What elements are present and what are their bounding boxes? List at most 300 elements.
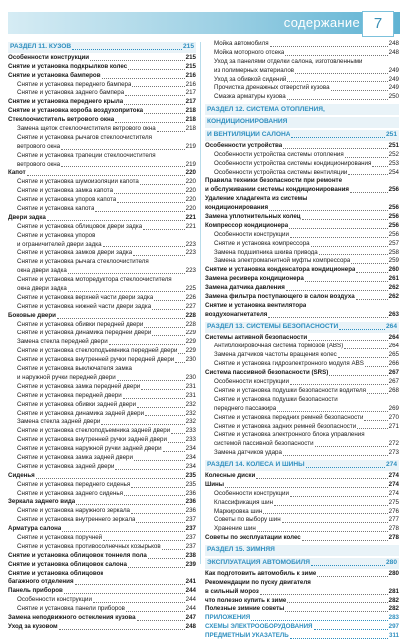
toc-page-number: 260 bbox=[388, 266, 399, 274]
toc-entry-title: Удаление хладагента из системы bbox=[205, 195, 308, 203]
toc-subentry bbox=[205, 431, 399, 440]
toc-page-number: 241 bbox=[185, 578, 196, 586]
toc-subentry bbox=[8, 516, 196, 525]
toc-subentry bbox=[8, 418, 196, 427]
toc-entry-title: Снятие и установка электронного блока управления bbox=[214, 431, 365, 439]
toc-subentry bbox=[8, 249, 196, 258]
toc-entry-title: Снятие и установка замка задней двери bbox=[17, 453, 133, 461]
toc-entry-title: Снятие и установка моторедуктора стеклоочистителя bbox=[17, 276, 172, 284]
toc-page-number: 239 bbox=[185, 560, 196, 568]
dot-leader bbox=[175, 362, 184, 363]
toc-subentry bbox=[205, 58, 399, 67]
toc-entry-title: Снятие и установка облицовок двери задка bbox=[17, 222, 143, 230]
toc-page-number: 256 bbox=[388, 221, 399, 229]
toc-page-number: 233 bbox=[185, 427, 196, 435]
toc-page-number: 230 bbox=[185, 356, 196, 364]
toc-entry bbox=[8, 63, 196, 72]
toc-entry-title: Снятие и установка обивки задней двери bbox=[17, 400, 137, 408]
dot-leader bbox=[134, 460, 185, 461]
dot-leader bbox=[315, 446, 388, 447]
toc-subentry bbox=[205, 508, 399, 517]
toc-entry-title: Снятие и установка наружной ручки задней двери bbox=[17, 445, 162, 453]
toc-subentry bbox=[8, 232, 196, 241]
dot-leader bbox=[277, 411, 387, 412]
toc-page-number: 218 bbox=[185, 125, 196, 132]
toc-subentry bbox=[8, 89, 196, 98]
toc-entry bbox=[205, 534, 399, 543]
toc-page-number: 264 bbox=[388, 333, 399, 341]
toc-entry-title: РАЗДЕЛ 14. КОЛЕСА И ШИНЫ bbox=[207, 461, 305, 469]
toc-entry-title: Снятие и установка конденсатора кондиционера bbox=[205, 266, 356, 274]
dot-leader bbox=[365, 366, 388, 367]
dot-leader bbox=[95, 211, 184, 212]
toc-page-number: 252 bbox=[388, 150, 399, 158]
dot-leader bbox=[103, 540, 185, 541]
toc-entry-title: Снятие и установка верхней части двери задка bbox=[17, 293, 154, 301]
toc-entry-title: Зеркала заднего вида bbox=[8, 498, 76, 506]
dot-leader bbox=[344, 348, 387, 349]
dot-leader bbox=[225, 487, 388, 488]
toc-entry-title: Снятие и установка компрессора bbox=[214, 239, 310, 247]
toc-subentry bbox=[205, 360, 399, 369]
toc-entry bbox=[205, 275, 399, 284]
toc-entry-title: Снятие и установка динамика задней двери bbox=[17, 409, 145, 417]
toc-page-number: 259 bbox=[388, 257, 399, 265]
toc-subentry bbox=[205, 240, 399, 249]
toc-page-number: 221 bbox=[185, 213, 196, 221]
toc-entry-title: Замена щеток стеклоочистителя ветрового окна bbox=[17, 125, 156, 132]
dot-leader bbox=[274, 505, 388, 506]
toc-page-number: 232 bbox=[185, 418, 196, 426]
toc-subentry bbox=[8, 223, 196, 232]
toc-page-number: 219 bbox=[185, 142, 196, 150]
toc-entry-title: Снятие и установка переднего сиденья bbox=[17, 480, 131, 488]
toc-entry bbox=[205, 597, 399, 606]
toc-page-number: 244 bbox=[185, 605, 196, 613]
toc-entry-title: Особенности конструкции bbox=[214, 378, 289, 386]
dot-leader bbox=[302, 219, 388, 220]
toc-subentry bbox=[8, 143, 196, 152]
toc-subentry bbox=[8, 294, 196, 303]
dot-leader bbox=[290, 496, 388, 497]
toc-section-heading bbox=[205, 558, 399, 569]
toc-subentry bbox=[205, 423, 399, 432]
toc-entry bbox=[8, 587, 196, 596]
toc-entry-title: и обслуживании системы кондиционирования bbox=[205, 186, 349, 194]
toc-page-number: 269 bbox=[388, 404, 399, 412]
toc-page-number: 275 bbox=[388, 498, 399, 506]
toc-entry-title: Капот bbox=[8, 169, 26, 177]
toc-page-number: 228 bbox=[185, 311, 196, 319]
toc-subentry bbox=[8, 161, 196, 170]
toc-subentry bbox=[205, 257, 399, 266]
toc-entry bbox=[8, 472, 196, 481]
toc-page-number: 251 bbox=[388, 141, 399, 149]
toc-page-number: 216 bbox=[185, 71, 196, 79]
toc-page-number: 267 bbox=[388, 378, 399, 386]
toc-entry bbox=[8, 214, 196, 223]
dot-leader bbox=[283, 148, 387, 149]
toc-entry-title: Снятие и установка упоров капота bbox=[17, 196, 117, 204]
toc-subentry bbox=[205, 387, 399, 396]
dot-leader bbox=[61, 149, 185, 150]
toc-subentry bbox=[8, 258, 196, 267]
toc-entry-title: КОНДИЦИОНИРОВАНИЯ bbox=[207, 118, 288, 126]
toc-entry bbox=[8, 614, 196, 623]
toc-entry bbox=[8, 498, 196, 507]
dot-leader bbox=[133, 255, 185, 256]
toc-entry-title: Шины bbox=[205, 480, 225, 488]
toc-page-number: 235 bbox=[185, 480, 196, 488]
toc-page-number: 249 bbox=[388, 66, 399, 74]
toc-entry-title: системой пассивной безопасности bbox=[214, 440, 314, 448]
dot-leader bbox=[64, 593, 185, 594]
toc-subentry bbox=[8, 605, 196, 614]
dot-leader bbox=[364, 420, 387, 421]
toc-entry-title: Замена электромагнитной муфты компрессора bbox=[214, 257, 351, 265]
toc-page-number: 236 bbox=[185, 507, 196, 515]
toc-page-number: 217 bbox=[185, 98, 196, 106]
toc-page-number: 264 bbox=[388, 342, 399, 350]
dot-leader bbox=[140, 184, 185, 185]
toc-subentry bbox=[205, 76, 399, 85]
toc-subentry bbox=[8, 267, 196, 276]
dot-leader bbox=[75, 584, 185, 585]
toc-entry-title: ветрового окна bbox=[17, 160, 61, 168]
toc-page-number: 234 bbox=[185, 445, 196, 453]
toc-page-number: 254 bbox=[388, 168, 399, 176]
toc-subentry bbox=[205, 396, 399, 405]
toc-entry-title: Полезные зимние советы bbox=[205, 605, 285, 613]
dot-leader bbox=[137, 620, 185, 621]
toc-page-number: 263 bbox=[388, 310, 399, 318]
toc-subentry bbox=[8, 134, 196, 143]
toc-entry-title: Боковые двери bbox=[8, 311, 56, 319]
toc-page-number: 234 bbox=[185, 453, 196, 461]
toc-page-number: 257 bbox=[388, 239, 399, 247]
dot-leader bbox=[329, 375, 387, 376]
toc-entry-title: Снятие и установка вентилятора bbox=[205, 301, 307, 309]
toc-page-number: 262 bbox=[388, 293, 399, 301]
toc-page-number: 229 bbox=[185, 329, 196, 337]
toc-entry-title: Особенности устройства bbox=[205, 141, 283, 149]
toc-entry-title: Арматура салона bbox=[8, 525, 62, 533]
toc-entry bbox=[8, 623, 196, 632]
dot-leader bbox=[115, 122, 184, 123]
toc-page-number: 270 bbox=[388, 413, 399, 421]
toc-page-number: 223 bbox=[185, 240, 196, 248]
dot-leader bbox=[311, 246, 388, 247]
dot-leader bbox=[348, 174, 387, 175]
dot-leader bbox=[290, 384, 388, 385]
dot-leader bbox=[27, 175, 185, 176]
toc-appendix-entry bbox=[205, 632, 399, 641]
toc-page-number: 220 bbox=[185, 169, 196, 177]
toc-entry-title: Снятие и установка облицовок салона bbox=[8, 560, 127, 568]
toc-entry bbox=[205, 293, 399, 302]
toc-subentry bbox=[8, 454, 196, 463]
toc-page-number: 225 bbox=[185, 285, 196, 293]
toc-subentry bbox=[8, 445, 196, 454]
toc-page-number: 258 bbox=[388, 248, 399, 256]
dot-leader bbox=[270, 46, 388, 47]
toc-page-number: 237 bbox=[185, 516, 196, 524]
toc-subentry bbox=[8, 338, 196, 347]
dot-leader bbox=[59, 629, 185, 630]
toc-page-number: 236 bbox=[185, 489, 196, 497]
toc-page-number: 256 bbox=[388, 230, 399, 238]
toc-entry-title: Снятие и установка гидроэлектронного модуля ABS bbox=[214, 360, 364, 368]
dot-leader bbox=[109, 344, 185, 345]
dot-leader bbox=[144, 113, 185, 114]
dot-leader bbox=[36, 478, 185, 479]
toc-page-number: 248 bbox=[185, 622, 196, 630]
toc-subentry bbox=[205, 449, 399, 458]
dot-leader bbox=[125, 95, 185, 96]
toc-entry-title: Советы по выбору шин bbox=[214, 516, 281, 524]
toc-subentry bbox=[205, 93, 399, 102]
toc-page-number: 228 bbox=[185, 320, 196, 328]
toc-entry-title: РАЗДЕЛ 11. КУЗОВ bbox=[10, 43, 72, 51]
dot-leader bbox=[168, 442, 185, 443]
toc-page-number: 281 bbox=[388, 587, 399, 595]
toc-entry-title: Маркировка шин bbox=[214, 507, 263, 515]
toc-section-heading bbox=[205, 460, 399, 471]
toc-entry bbox=[205, 579, 399, 588]
toc-entry-title: Снятие и установка задней двери bbox=[17, 462, 115, 470]
toc-entry bbox=[205, 204, 399, 213]
toc-page-number: 233 bbox=[185, 436, 196, 444]
toc-page-number: 237 bbox=[185, 542, 196, 550]
toc-column-left bbox=[8, 40, 196, 632]
toc-section-heading bbox=[205, 104, 399, 115]
toc-subentry bbox=[205, 405, 399, 414]
toc-entry-title: Снятие и установка замков двери задка bbox=[17, 249, 133, 257]
dot-leader bbox=[76, 504, 184, 505]
dot-leader bbox=[47, 220, 185, 221]
toc-entry bbox=[205, 266, 399, 275]
dot-leader bbox=[351, 263, 387, 264]
toc-page-number: 235 bbox=[185, 471, 196, 479]
toc-page-number: 297 bbox=[388, 623, 399, 631]
toc-section-heading bbox=[205, 545, 399, 556]
toc-subentry bbox=[8, 401, 196, 410]
dot-leader bbox=[372, 166, 387, 167]
dot-leader bbox=[319, 254, 388, 255]
toc-page-number: 238 bbox=[185, 551, 196, 559]
toc-entry-title: Замена стекла задней двери bbox=[17, 418, 101, 426]
toc-entry-title: Снятие и установка замка капота bbox=[17, 187, 114, 195]
toc-entry-title: Снятие и установка трапеции стеклоочистителя bbox=[17, 151, 156, 159]
dot-leader bbox=[282, 522, 388, 523]
toc-entry-title: Особенности устройства системы вентиляции bbox=[214, 168, 348, 176]
toc-entry bbox=[205, 177, 399, 186]
toc-page-number: 274 bbox=[385, 461, 397, 469]
dot-leader bbox=[61, 166, 185, 167]
dot-leader bbox=[317, 576, 387, 577]
toc-entry-title: Снятие и установка рычагов стеклоочистителя bbox=[17, 133, 152, 141]
toc-entry-title: кондиционирования bbox=[205, 204, 269, 212]
toc-page-number: 282 bbox=[388, 596, 399, 604]
toc-entry-title: Смазка арматуры кузова bbox=[214, 93, 286, 101]
toc-entry-title: Особенности конструкции bbox=[8, 53, 90, 61]
toc-subentry bbox=[8, 507, 196, 516]
toc-subentry bbox=[8, 410, 196, 419]
dot-leader bbox=[257, 531, 388, 532]
toc-page-number: 244 bbox=[185, 587, 196, 595]
toc-page-number: 219 bbox=[185, 160, 196, 168]
toc-entry-title: ПРЕДМЕТНЫЙ УКАЗАТЕЛЬ bbox=[205, 632, 289, 640]
dot-leader bbox=[306, 467, 385, 468]
toc-page-number: 227 bbox=[185, 302, 196, 310]
toc-entry-title: Системы активной безопасности bbox=[205, 333, 308, 341]
toc-page-number: 232 bbox=[185, 400, 196, 408]
toc-page-number: 278 bbox=[388, 525, 399, 533]
dot-leader bbox=[123, 398, 185, 399]
toc-subentry bbox=[8, 187, 196, 196]
toc-entry bbox=[8, 169, 196, 178]
toc-entry bbox=[205, 472, 399, 481]
toc-subentry bbox=[8, 374, 196, 383]
toc-page-number: 248 bbox=[388, 40, 399, 47]
toc-entry-title: Хранение шин bbox=[214, 525, 256, 533]
dot-leader bbox=[339, 329, 385, 330]
dot-leader bbox=[305, 281, 388, 282]
toc-page-number: 280 bbox=[385, 559, 397, 567]
toc-subentry bbox=[8, 196, 196, 205]
toc-entry-title: СХЕМЫ ЭЛЕКТРООБОРУДОВАНИЯ bbox=[205, 623, 313, 631]
dot-leader bbox=[124, 495, 185, 496]
toc-page-number: 215 bbox=[185, 62, 196, 70]
dot-leader bbox=[154, 300, 184, 301]
dot-leader bbox=[331, 90, 388, 91]
toc-entry-title: Классификация шин bbox=[214, 498, 274, 506]
toc-page-number: 247 bbox=[185, 614, 196, 621]
toc-page-number: 215 bbox=[182, 43, 194, 51]
toc-entry-title: Советы по эксплуатации колес bbox=[205, 534, 301, 542]
toc-entry-title: Замена ресивера кондиционера bbox=[205, 275, 304, 283]
toc-entry-title: Снятие и установка короба воздухопритока bbox=[8, 107, 144, 115]
toc-subentry bbox=[8, 152, 196, 161]
toc-entry-title: Снятие и установка динамика передней двери bbox=[17, 329, 152, 337]
dot-leader bbox=[350, 192, 388, 193]
dot-leader bbox=[163, 451, 185, 452]
toc-entry-title: Замена датчиков частоты вращения колес bbox=[214, 351, 337, 359]
dot-leader bbox=[124, 104, 185, 105]
toc-page-number: 237 bbox=[185, 525, 196, 533]
toc-entry-title: ПРИЛОЖЕНИЯ bbox=[205, 614, 251, 622]
toc-entry-title: Замена уплотнительных колец bbox=[205, 213, 301, 221]
toc-page-number: 283 bbox=[388, 614, 399, 622]
dot-leader bbox=[62, 531, 184, 532]
toc-entry-title: Правила техники безопасности при ремонте bbox=[205, 177, 343, 185]
dot-leader bbox=[268, 317, 387, 318]
dot-leader bbox=[367, 393, 388, 394]
toc-entry-title: из полимерных материалов bbox=[214, 66, 295, 74]
dot-leader bbox=[101, 424, 184, 425]
toc-entry-title: Особенности устройства системы кондиционирования bbox=[214, 159, 372, 167]
dot-leader bbox=[143, 229, 185, 230]
toc-entry-title: Замена подшипника шкива привода bbox=[214, 248, 318, 256]
toc-subentry bbox=[205, 490, 399, 499]
toc-entry-title: Снятие и установка подушки безопасности bbox=[214, 395, 338, 403]
toc-entry-title: Снятие и установка переднего бампера bbox=[17, 80, 132, 88]
toc-entry-title: Уход за панелями отделки салона, изготовленными bbox=[214, 57, 363, 65]
toc-page-number: 220 bbox=[185, 196, 196, 204]
toc-entry bbox=[8, 312, 196, 321]
toc-entry bbox=[205, 570, 399, 579]
toc-page-number: 248 bbox=[388, 48, 399, 56]
dot-leader bbox=[103, 246, 185, 247]
toc-entry-title: Замена датчиков удара bbox=[214, 449, 282, 457]
toc-subentry bbox=[8, 356, 196, 365]
toc-page-number: 229 bbox=[185, 338, 196, 346]
toc-entry-title: и ограничителей двери задка bbox=[17, 240, 102, 248]
toc-entry-title: Снятие и установка внутреннего зеркала bbox=[17, 516, 136, 524]
toc-page-number: 231 bbox=[185, 391, 196, 399]
toc-entry-title: РАЗДЕЛ 15. ЗИМНЯЯ bbox=[207, 546, 275, 554]
toc-subentry bbox=[8, 178, 196, 187]
toc-entry-title: Замена фильтра поступающего в салон воздуха bbox=[205, 293, 355, 301]
toc-entry-title: Снятие и установка панели приборов bbox=[17, 605, 125, 613]
toc-entry bbox=[205, 588, 399, 597]
dot-leader bbox=[57, 318, 185, 319]
toc-subentry bbox=[8, 490, 196, 499]
toc-entry-title: Компрессор кондиционера bbox=[205, 221, 289, 229]
toc-page-number: 249 bbox=[388, 84, 399, 92]
dot-leader bbox=[131, 487, 184, 488]
toc-subentry bbox=[205, 49, 399, 58]
toc-page-number: 216 bbox=[185, 80, 196, 88]
toc-entry-title: в сильный мороз bbox=[205, 587, 259, 595]
toc-subentry bbox=[8, 285, 196, 294]
toc-page-number: 268 bbox=[388, 386, 399, 394]
toc-page-number: 264 bbox=[385, 323, 397, 331]
dot-leader bbox=[251, 620, 387, 621]
toc-page-number: 271 bbox=[388, 422, 399, 430]
toc-subentry bbox=[8, 276, 196, 285]
dot-leader bbox=[152, 335, 184, 336]
dot-leader bbox=[291, 137, 385, 138]
toc-entry bbox=[205, 213, 399, 222]
toc-entry-title: что полезно купить к зиме bbox=[205, 596, 287, 604]
toc-subentry bbox=[205, 40, 399, 49]
toc-subentry bbox=[205, 414, 399, 423]
toc-subentry bbox=[205, 231, 399, 240]
page-title: содержание bbox=[283, 15, 360, 30]
toc-appendix-entry bbox=[205, 623, 399, 632]
toc-entry-title: Особенности конструкции bbox=[214, 230, 289, 238]
toc-appendix-entry bbox=[205, 614, 399, 623]
toc-page-number: 265 bbox=[388, 351, 399, 359]
toc-subentry bbox=[205, 440, 399, 449]
dot-leader bbox=[115, 469, 184, 470]
toc-page-number: 226 bbox=[185, 293, 196, 301]
toc-page-number: 221 bbox=[185, 222, 196, 230]
toc-page-number: 215 bbox=[185, 53, 196, 61]
toc-page-number: 274 bbox=[388, 471, 399, 479]
toc-page-number: 220 bbox=[185, 178, 196, 186]
toc-subentry bbox=[205, 516, 399, 525]
toc-subentry bbox=[205, 84, 399, 93]
toc-page-number: 218 bbox=[185, 107, 196, 115]
dot-leader bbox=[117, 380, 185, 381]
toc-page-number: 234 bbox=[185, 462, 196, 470]
toc-page-number: 223 bbox=[185, 249, 196, 257]
dot-leader bbox=[171, 433, 184, 434]
toc-entry-title: и наружной ручки передней двери bbox=[17, 373, 116, 381]
toc-page-number: 223 bbox=[185, 267, 196, 275]
